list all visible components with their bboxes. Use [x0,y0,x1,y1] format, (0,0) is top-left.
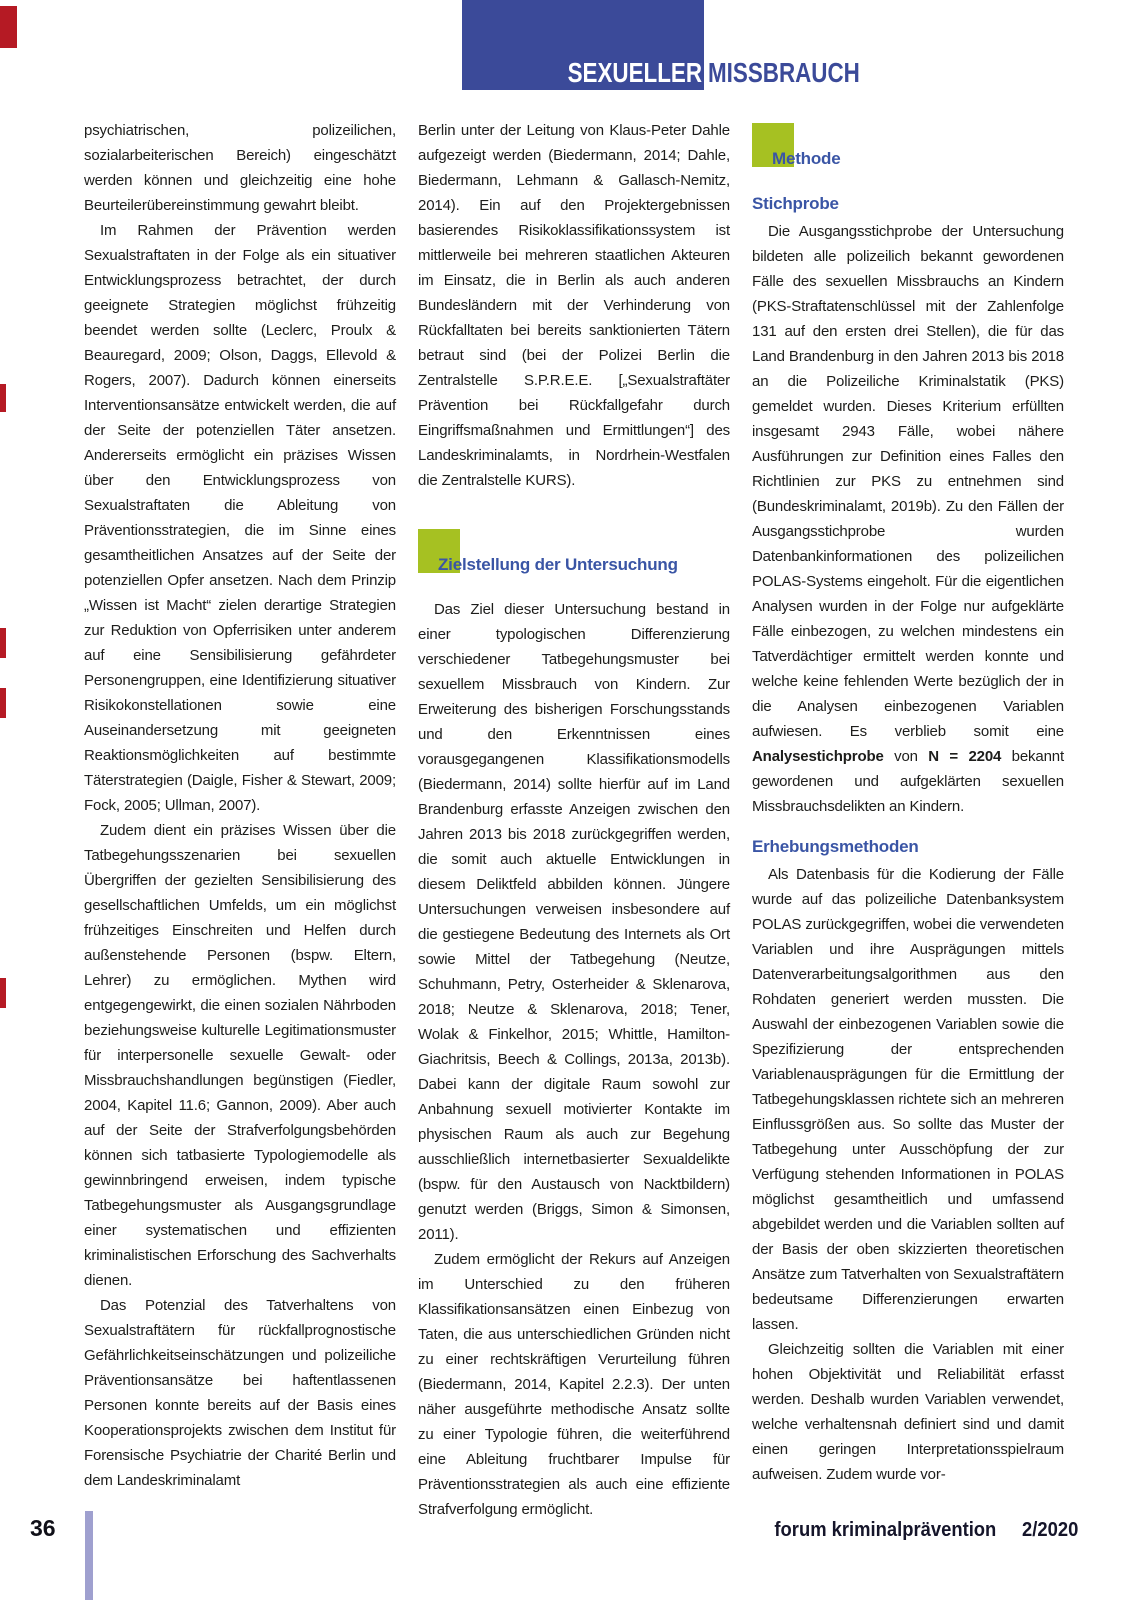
body-paragraph: Berlin unter der Leitung von Klaus-Peter Dahle aufgezeigt werden (Biedermann, 2014; Dahle, Biedermann, Lehmann & Gallasch-Nemitz, 2014). Ein auf den Projektergebnissen basierendes Risikoklassifikationssystem ist mittlerweile bei mehreren staatlichen Akteuren im Einsatz, die in Berlin als auch anderen Bundesländern mit der Verhinderung von Rückfalltaten bei bereits sanktionierten Tätern betraut sind (bei der Polizei Berlin die Zentralstelle S.P.R.E.E. [„Sexualstraftäter Prävention bei Rückfallgefahr durch Eingriffsmaßnahmen und Ermittlungen“] des Landeskriminalamts, in Nordrhein-Westfalen die Zentralstelle KURS). [418,122,730,489]
issue-number: 2/2020 [1021,1519,1078,1541]
text-column-1 [84,118,396,1522]
body-paragraph: Zudem dient ein präzises Wissen über die Tatbegehungsszenarien bei sexuellen Übergriffen der gezielten Sensibilisierung des gesellschaftlichen Umfelds, um ein möglichst frühzeitiges Einschreiten und Helfen durch außenstehende Personen (bspw. Eltern, Lehrer) zu ermöglichen. Mythen wird entgegengewirkt, die einen sozialen Nährboden beziehungsweise kulturelle Legitimationsmuster für interpersonelle sexuelle Gewalt- oder Missbrauchshandlungen begünstigen (Fiedler, 2004, Kapitel 11.6; Gannon, 2009). Aber auch auf der Seite der Strafverfolgungsbehörden können sich tatbasierte Typologiemodelle als gewinnbringend erweisen, indem typische Tatbegehungsmuster als Ausgangsgrundlage einer systematischen und effizienten kriminalistischen Erforschung des Sachverhalts dienen. [84,822,396,1289]
body-paragraph: Zudem ermöglicht der Rekurs auf Anzeigen im Unterschied zu den früheren Klassifikationsansätzen einen Einbezug von Taten, die aus unterschiedlichen Gründen nicht zu einer rechtskräftigen Verurteilung führen (Biedermann, 2014, Kapitel 2.2.3). Der unten näher ausgeführte methodische Ansatz sollte zu einer Typologie führen, die weiterführend eine Ableitung fruchtbarer Impulse für Präventionsstrategien als auch eine effiziente Strafverfolgung ermöglicht. [418,1251,730,1518]
body-paragraph: Die Ausgangsstichprobe der Untersuchung bildeten alle polizeilich bekannt gewordenen Fälle des sexuellen Missbrauchs an Kindern (PKS-Straftatenschlüssel mit der Zahlenfolge 131 auf den ersten drei Stellen), die für das Land Brandenburg in den Jahren 2013 bis 2018 an die Polizeiliche Kriminalstatik (PKS) gemeldet wurden. Dieses Kriterium erfüllten insgesamt 2943 Fälle, wobei nähere Ausführungen zur Definition eines Falles den Richtlinien zur PKS zu entnehmen sind (Bundeskriminalamt, 2019b). Zu den Fällen der Ausgangsstichprobe wurden Datenbankinformationen des polizeilichen POLAS-Systems eingeholt. Für die eigentlichen Analysen wurden in der Folge nur aufgeklärte Fälle einbezogen, zu welchen mindestens ein Tatverdächtiger ermittelt werden konnte und welche keine fehlenden Werte bezüglich der in die Analysen einbezogenen Variablen aufwiesen. Es verblieb somit eine Analysestichprobe von N = 2204 bekannt gewordenen und aufgeklärten sexuellen Missbrauchsdelikten an Kindern. [752,223,1064,815]
subsection-heading: Erhebungsmethoden [752,837,919,856]
section-heading-label: Zielstellung der Untersuchung [438,555,678,574]
footer-divider-bar [85,1511,93,1600]
body-paragraph: Das Potenzial des Tatverhaltens von Sexualstraftätern für rückfallprognostische Gefährlichkeitseinschätzungen und polizeiliche Präventionsansätze bei haftentlassenen Personen konnte bereits auf der Basis eines Kooperationsprojekts zwischen dem Institut für Forensische Psychiatrie der Charité Berlin und dem Landeskriminalamt [84,1297,396,1489]
subsection-heading: Stichprobe [752,194,839,213]
body-paragraph: psychiatrischen, polizeilichen, sozialarbeiterischen Bereich) eingeschätzt werden können und gleichzeitig eine hohe Beurteilerübereinstimmung gewahrt bleibt. [84,122,396,214]
page-number: 36 [30,1515,56,1541]
footer-journal-info [774,1519,1078,1542]
text-column-2 [418,118,730,1522]
section-title-part-1: SEXUELLER [567,57,702,88]
page-edge-mark [0,978,6,1008]
body-paragraph: Im Rahmen der Prävention werden Sexualstraftaten in der Folge als ein situativer Entwicklungsprozess betrachtet, der durch geeignete Strategien möglichst frühzeitig beendet werden sollte (Leclerc, Proulx & Beauregard, 2009; Olson, Daggs, Ellevold & Rogers, 2007). Dadurch können einerseits Interventionsansätze entwickelt werden, die auf der Seite der potenziellen Täter ansetzen. Andererseits ermöglicht ein präzises Wissen über den Entwicklungsprozess von Sexualstraftaten die Ableitung von Präventionsstrategien, die im Sinne eines gesamtheitlichen Ansatzes auf der Seite der potenziellen Opfer ansetzen. Nach dem Prinzip „Wissen ist Macht“ zielen derartige Strategien zur Reduktion von Opferrisiken unter anderem auf eine Sensibilisierung gefährdeter Personengruppen, eine Identifizierung situativer Risikokonstellationen sowie eine Auseinandersetzung mit geeigneten Reaktionsmöglichkeiten auf bestimmte Täterstrategien (Daigle, Fisher & Stewart, 2009; Fock, 2005; Ullman, 2007). [84,222,396,814]
section-heading [418,529,730,575]
text-column-3 [752,118,1064,1522]
page-edge-mark [0,384,6,412]
page-edge-mark [0,6,17,48]
page-edge-mark [0,628,6,658]
journal-title: forum kriminalprävention [774,1519,996,1541]
section-heading-label: Methode [772,149,841,168]
page-edge-mark [0,688,6,718]
body-paragraph: Gleichzeitig sollten die Variablen mit einer hohen Objektivität und Reliabilität erfasst werden. Deshalb wurden Variablen verwendet, welche verhaltensnah definiert sind und damit einen geringen Interpretationsspielraum aufweisen. Zudem wurde vor- [752,1341,1064,1483]
section-title-part-2: MISSBRAUCH [708,57,860,88]
section-heading [752,123,1064,169]
article-body [84,118,1064,1522]
body-paragraph: Als Datenbasis für die Kodierung der Fälle wurde auf das polizeiliche Datenbanksystem POLAS zurückgegriffen, wobei die verwendeten Variablen und ihre Ausprägungen mittels Datenverarbeitungsalgorithmen aus den Rohdaten generiert werden mussten. Die Auswahl der einbezogenen Variablen sowie die Spezifizierung der entsprechenden Variablenausprägungen für die Ermittlung der Tatbegehungsklassen richtete sich an mehreren Einflussgrößen aus. So sollte das Muster der Tatbegehung unter Ausschöpfung der zur Verfügung stehenden Informationen in POLAS möglichst gesamtheitlich und umfassend abgebildet werden und die Variablen sollten auf der Basis der oben skizzierten theoretischen Ansätze zum Tatverhalten von Sexualstraftätern bedeutsame Differenzierungen erwarten lassen. [752,866,1064,1333]
body-paragraph: Das Ziel dieser Untersuchung bestand in einer typologischen Differenzierung verschiedener Tatbegehungsmuster bei sexuellem Missbrauch von Kindern. Zur Erweiterung des bisherigen Forschungsstands und den Erkenntnissen eines vorausgegangenen Klassifikationsmodells (Biedermann, 2014) sollte hierfür auf im Land Brandenburg erfasste Anzeigen zwischen den Jahren 2013 bis 2018 zurückgegriffen werden, die somit auch aktuelle Entwicklungen in diesem Deliktfeld abbilden können. Jüngere Untersuchungen verweisen insbesondere auf die gestiegene Bedeutung des Internets als Ort sowie Mittel der Tatbegehung (Neutze, Schuhmann, Petry, Osterheider & Sklenarova, 2018; Neutze & Sklenarova, 2018; Tener, Wolak & Finkelhor, 2015; Whittle, Hamilton-Giachritsis, Beech & Collings, 2013a, 2013b). Dabei kann der digitale Raum sowohl zur Anbahnung sexuell motivierter Kontakte im physischen Raum als auch zur Begehung ausschließlich internetbasierter Sexualdelikte (bspw. für den Austausch von Nacktbildern) genutzt werden (Briggs, Simon & Simonsen, 2011). [418,601,730,1243]
